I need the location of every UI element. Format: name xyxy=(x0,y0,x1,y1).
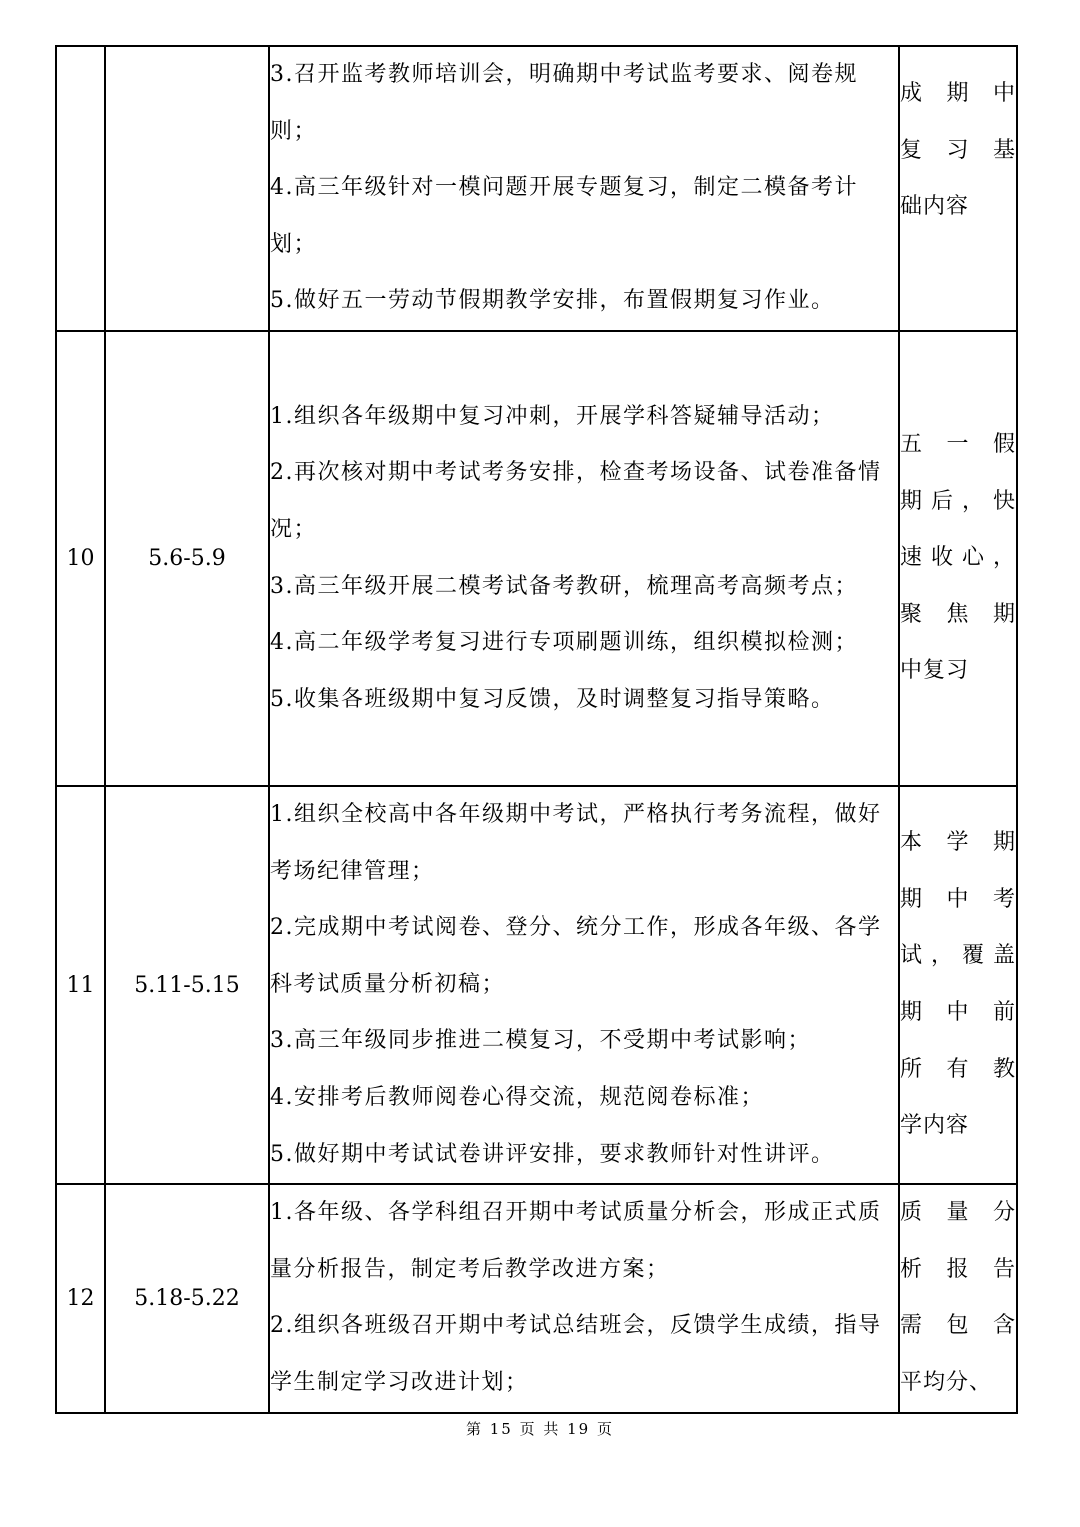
content-item: 4.高二年级学考复习进行专项刷题训练，组织模拟检测； xyxy=(270,630,858,656)
content-cell xyxy=(269,1184,899,1412)
note-line: 期 中 考 xyxy=(900,886,1016,912)
note-line: 速收心， xyxy=(900,545,1016,571)
note-line: 本 学 期 xyxy=(900,830,1016,856)
note-cell xyxy=(899,331,1017,786)
note-line: 平均分、 xyxy=(900,1369,993,1395)
content-item: 4.高三年级针对一模问题开展专题复习，制定二模备考计划； xyxy=(270,175,858,257)
note-cell xyxy=(899,786,1017,1184)
week-cell: 11 xyxy=(56,786,105,1184)
note-line: 需 包 含 xyxy=(900,1313,1016,1339)
content-cell xyxy=(269,331,899,786)
note-line: 础内容 xyxy=(900,194,970,220)
note-cell xyxy=(899,1184,1017,1412)
date-cell: 5.11-5.15 xyxy=(105,786,269,1184)
note-line: 所 有 教 xyxy=(900,1056,1016,1082)
content-cell xyxy=(269,786,899,1184)
content-item: 4.安排考后教师阅卷心得交流，规范阅卷标准； xyxy=(270,1084,764,1110)
note-line: 聚 焦 期 xyxy=(900,601,1016,627)
note-line: 中复习 xyxy=(900,658,970,684)
note-line: 质 量 分 xyxy=(900,1200,1016,1226)
content-item: 5.做好期中考试试卷讲评安排，要求教师针对性讲评。 xyxy=(270,1141,835,1167)
page-number-footer: 第 15 页 共 19 页 xyxy=(465,1420,614,1438)
table-row xyxy=(56,331,1017,786)
note-line: 五 一 假 xyxy=(900,432,1016,458)
note-line: 试，覆盖 xyxy=(900,943,1016,969)
note-line: 期 中 前 xyxy=(900,1000,1016,1026)
content-cell xyxy=(269,46,899,331)
content-item: 5.做好五一劳动节假期教学安排，布置假期复习作业。 xyxy=(270,288,835,314)
table-row xyxy=(56,46,1017,331)
table-row xyxy=(56,1184,1017,1412)
week-cell: 10 xyxy=(56,331,105,786)
date-cell: 5.6-5.9 xyxy=(105,331,269,786)
note-line: 成 期 中 xyxy=(900,81,1016,106)
date-cell: 5.18-5.22 xyxy=(105,1184,269,1412)
content-item: 2.完成期中考试阅卷、登分、统分工作，形成各年级、各学科考试质量分析初稿； xyxy=(270,915,882,997)
note-line: 析 报 告 xyxy=(900,1256,1016,1282)
content-item: 3.高三年级开展二模考试备考教研，梳理高考高频考点； xyxy=(270,573,858,599)
content-item: 3.召开监考教师培训会，明确期中考试监考要求、阅卷规则； xyxy=(270,62,858,144)
content-item: 5.收集各班级期中复习反馈，及时调整复习指导策略。 xyxy=(270,686,835,712)
content-item: 1.组织各年级期中复习冲刺，开展学科答疑辅导活动； xyxy=(270,403,835,429)
content-item: 1.组织全校高中各年级期中考试，严格执行考务流程，做好考场纪律管理； xyxy=(270,802,882,884)
content-item: 2.再次核对期中考试考务安排，检查考场设备、试卷准备情况； xyxy=(270,460,882,542)
week-cell xyxy=(56,46,105,331)
note-line: 期后，快 xyxy=(900,488,1016,514)
date-cell xyxy=(105,46,269,331)
content-item: 1.各年级、各学科组召开期中考试质量分析会，形成正式质量分析报告，制定考后教学改进方案； xyxy=(270,1200,882,1282)
week-cell: 12 xyxy=(56,1184,105,1412)
teaching-plan-table xyxy=(55,45,1018,1414)
content-item: 2.组织各班级召开期中考试总结班会，反馈学生成绩，指导学生制定学习改进计划； xyxy=(270,1313,882,1395)
note-cell xyxy=(899,46,1017,331)
note-line: 学内容 xyxy=(900,1113,970,1139)
content-item: 3.高三年级同步推进二模复习，不受期中考试影响； xyxy=(270,1028,811,1054)
note-line: 复 习 基 xyxy=(900,137,1016,163)
table-row xyxy=(56,786,1017,1184)
